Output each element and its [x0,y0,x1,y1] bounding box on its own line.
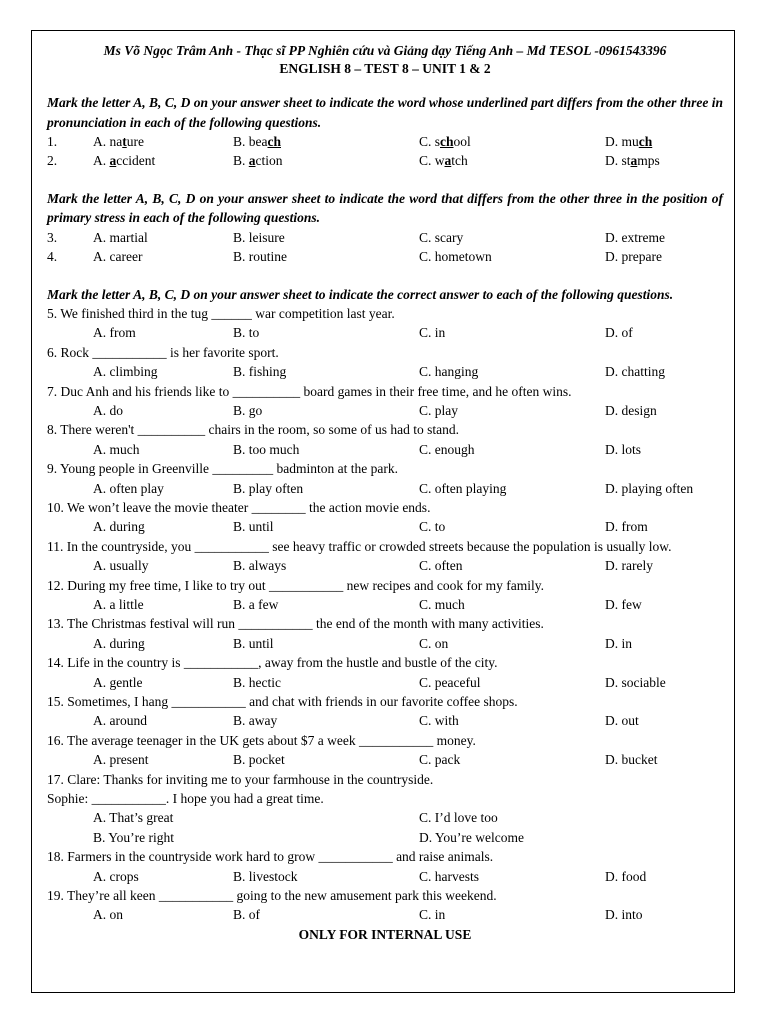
option-text: B. [233,153,249,169]
question-stem: 8. There weren't __________ chairs in the room, so some of us had to stand. [47,422,459,438]
option-a: A. from [93,325,136,341]
option-d: D. in [605,635,632,651]
section2-instruction: Mark the letter A, B, C, D on your answer sheet to indicate the word that differs from the other three in the position of primary stress in each of the following questions. [47,190,723,226]
option-d: D. bucket [605,752,658,768]
question-item [47,498,723,537]
option-text: ction [255,153,283,169]
worksheet-page [31,30,735,993]
option-a: A. during [93,519,145,535]
option-d: D. food [605,868,647,884]
option-d: D. playing often [605,480,694,496]
section3-questions [47,304,723,770]
question-options [47,905,723,924]
question-options [47,634,723,653]
option-d: D. prepare [605,249,662,265]
option-a: A. usually [93,558,149,574]
question-stem: 18. Farmers in the countryside work hard to grow ___________ and raise animals. [47,849,494,865]
test-title: ENGLISH 8 – TEST 8 – UNIT 1 & 2 [279,61,491,76]
option-b: B. routine [233,249,287,265]
option-b: B. leisure [233,229,285,245]
option-c: C. with [419,713,459,729]
question-stem: 19. They’re all keen ___________ going to the new amusement park this weekend. [47,888,497,904]
option-a: A. often play [93,480,164,496]
question-options [47,479,723,498]
section3-instruction: Mark the letter A, B, C, D on your answer sheet to indicate the correct answer to each of the following questions. [47,286,674,302]
question-stem: 11. In the countryside, you ___________ see heavy traffic or crowded streets because the population is usually low. [47,538,672,554]
question-options [47,440,723,459]
option-b: B. You’re right [93,829,175,845]
underlined-letters: ch [267,134,281,149]
option-d: D. into [605,907,643,923]
question-stem: 6. Rock ___________ is her favorite sport. [47,344,279,360]
option-text: mps [637,153,660,169]
option-b [233,132,281,151]
option-c: C. enough [419,441,475,457]
option-a: A. do [93,403,123,419]
option-a: A. present [93,752,149,768]
underlined-letters: a [248,153,256,169]
question-row [47,228,723,247]
question-options [47,595,723,614]
option-d: D. from [605,519,648,535]
option-c: C. often [419,558,463,574]
underlined-letters: a [630,153,638,169]
option-c: C. hanging [419,364,479,380]
option-c: C. I’d love too [419,810,498,826]
option-d: D. few [605,597,642,613]
option-b: B. away [233,713,278,729]
underlined-letters: t [122,134,127,149]
option-a: A. during [93,635,145,651]
option-c: C. peaceful [419,674,481,690]
option-d [605,151,660,170]
question-options [47,517,723,536]
question-stem: 14. Life in the country is ___________, away from the hustle and bustle of the city. [47,655,498,671]
option-text: C. w [419,153,445,169]
question-item [47,343,723,382]
question-stem: 16. The average teenager in the UK gets about $7 a week ___________ money. [47,732,476,748]
question-stem: 9. Young people in Greenville _________ badminton at the park. [47,461,398,477]
underlined-letters: a [444,153,452,169]
option-b: B. play often [233,480,304,496]
question-number: 1. [47,134,58,149]
option-b: B. of [233,907,260,923]
question-options [47,867,723,886]
option-text: tch [451,153,468,169]
question-stem: 7. Duc Anh and his friends like to __________ board games in their free time, and he often wins. [47,383,572,399]
question-options [47,556,723,575]
option-text: A. na [93,134,123,149]
question-item [47,614,723,653]
question-number: 3. [47,229,58,245]
question-item [47,847,723,886]
section1-questions [47,132,723,171]
option-d [605,132,652,151]
option-a: A. on [93,907,123,923]
option-b: B. go [233,403,263,419]
question-stem: 15. Sometimes, I hang ___________ and chat with friends in our favorite coffee shops. [47,694,518,710]
question-options [47,711,723,730]
option-c: C. to [419,519,446,535]
option-c [419,132,471,151]
option-a: A. martial [93,229,148,245]
option-c: C. scary [419,229,464,245]
underlined-letters: ch [440,134,454,149]
option-a: A. around [93,713,147,729]
underlined-letters: a [109,153,117,169]
question-item [47,304,723,343]
question-options [47,750,723,769]
question-row [47,132,723,151]
option-b: B. fishing [233,364,287,380]
option-a: A. That’s great [93,810,174,826]
worksheet-content [47,42,723,944]
option-c: C. in [419,325,446,341]
footer-note: ONLY FOR INTERNAL USE [298,926,472,942]
question-17 [47,770,723,848]
option-b: B. hectic [233,674,281,690]
question-item [47,731,723,770]
option-b: B. until [233,635,274,651]
option-b: B. pocket [233,752,285,768]
underlined-letters: ch [638,134,653,149]
option-text: D. st [605,153,631,169]
option-d: D. You’re welcome [419,829,524,845]
question-17-options-row1 [47,808,723,827]
option-d: D. sociable [605,674,666,690]
question-item [47,692,723,731]
option-d: D. chatting [605,364,665,380]
option-c: C. in [419,907,446,923]
section3-questions-continued [47,847,723,925]
option-b: B. livestock [233,868,298,884]
option-c: C. much [419,597,465,613]
question-options [47,323,723,342]
question-options [47,673,723,692]
author-line: Ms Võ Ngọc Trâm Anh - Thạc sĩ PP Nghiên cứu và Giảng dạy Tiếng Anh – Md TESOL -0961543396 [103,43,667,58]
question-number: 2. [47,153,58,169]
question-stem: 12. During my free time, I like to try out ___________ new recipes and cook for my family. [47,577,545,593]
option-c: C. pack [419,752,461,768]
option-a: A. crops [93,868,139,884]
option-b: B. to [233,325,260,341]
option-text: D. mu [605,134,639,149]
question-17-options-row2 [47,828,723,847]
question-item [47,886,723,925]
option-text: C. s [419,134,441,149]
question-row [47,247,723,266]
section1-instruction: Mark the letter A, B, C, D on your answer sheet to indicate the word whose underlined part differs from the other three in pronunciation in each of the following questions. [47,95,723,130]
question-item [47,537,723,576]
option-c: C. harvests [419,868,479,884]
option-text: B. bea [233,134,268,149]
question-stem: 13. The Christmas festival will run ___________ the end of the month with many activities. [47,616,544,632]
question-item [47,576,723,615]
option-a: A. much [93,441,140,457]
option-c: C. hometown [419,249,492,265]
option-text: ure [126,134,144,149]
section2-questions [47,228,723,267]
question-item [47,382,723,421]
option-d: D. rarely [605,558,653,574]
option-c: C. often playing [419,480,507,496]
question-17-line1: 17. Clare: Thanks for inviting me to your farmhouse in the countryside. [47,771,434,787]
question-17-line2: Sophie: ___________. I hope you had a great time. [47,791,324,807]
question-item [47,459,723,498]
question-stem: 10. We won’t leave the movie theater ________ the action movie ends. [47,500,431,516]
option-d: D. extreme [605,229,665,245]
option-a [93,132,144,151]
option-c [419,151,468,170]
option-a: A. career [93,249,143,265]
question-number: 4. [47,249,58,265]
question-row [47,151,723,170]
question-stem: 5. We finished third in the tug ______ war competition last year. [47,306,395,322]
option-b [233,151,283,170]
option-c: C. on [419,635,449,651]
option-text: A. [93,153,110,169]
option-b: B. a few [233,597,279,613]
option-text: ccident [116,153,156,169]
option-a: A. climbing [93,364,158,380]
option-a [93,151,155,170]
question-item [47,653,723,692]
option-d: D. out [605,713,639,729]
question-options [47,362,723,381]
option-d: D. design [605,403,657,419]
option-a: A. a little [93,597,144,613]
option-b: B. until [233,519,274,535]
question-item [47,420,723,459]
option-d: D. of [605,325,633,341]
option-b: B. too much [233,441,300,457]
option-d: D. lots [605,441,642,457]
option-text: ool [453,134,471,149]
option-b: B. always [233,558,287,574]
option-a: A. gentle [93,674,143,690]
option-c: C. play [419,403,458,419]
question-options [47,401,723,420]
